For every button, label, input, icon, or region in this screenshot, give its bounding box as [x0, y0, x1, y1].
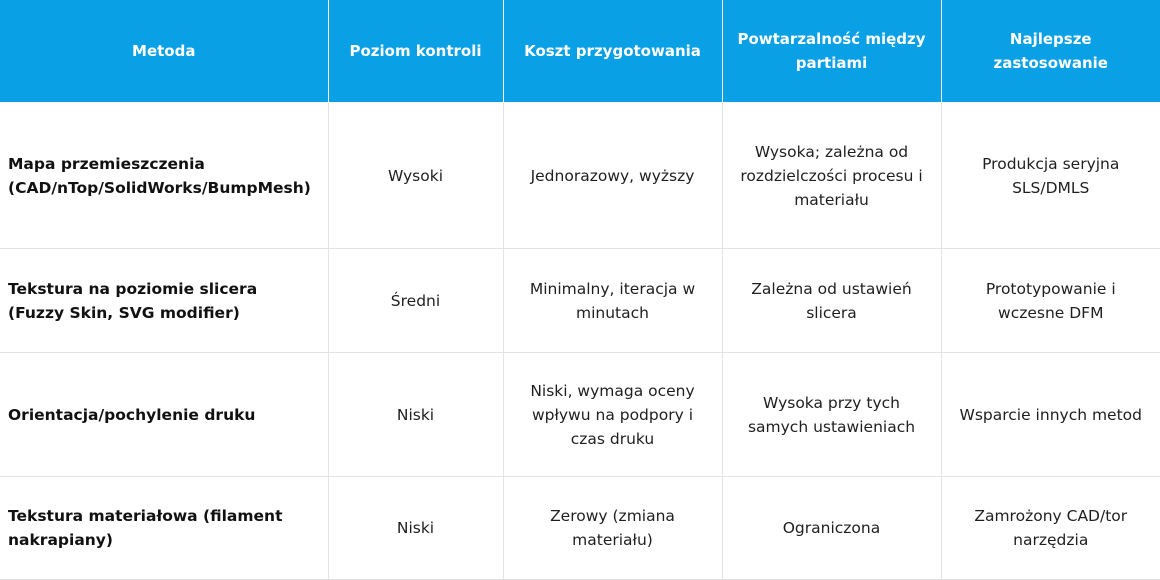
column-header-control-level: Poziom kontroli [328, 0, 503, 103]
column-header-method: Metoda [0, 0, 328, 103]
table-row [0, 249, 1160, 353]
setup-cost-cell: Zerowy (zmiana materiału) [503, 477, 722, 580]
column-header-best-use: Najlepsze zastosowanie [941, 0, 1160, 103]
control-level-cell: Niski [328, 353, 503, 477]
best-use-cell: Prototypowanie i wczesne DFM [941, 249, 1160, 353]
table-body [0, 103, 1160, 580]
repeatability-cell: Zależna od ustawień slicera [722, 249, 941, 353]
method-cell: Orientacja/pochylenie druku [0, 353, 328, 477]
best-use-cell: Produkcja seryjna SLS/DMLS [941, 103, 1160, 249]
repeatability-cell: Wysoka; zależna od rozdzielczości procesu i materiału [722, 103, 941, 249]
column-header-setup-cost: Koszt przygotowania [503, 0, 722, 103]
control-level-cell: Wysoki [328, 103, 503, 249]
table-row [0, 353, 1160, 477]
setup-cost-cell: Jednorazowy, wyższy [503, 103, 722, 249]
table-row [0, 477, 1160, 580]
method-cell: Tekstura na poziomie slicera (Fuzzy Skin, SVG modifier) [0, 249, 328, 353]
table-row [0, 103, 1160, 249]
header-row [0, 0, 1160, 103]
control-level-cell: Niski [328, 477, 503, 580]
setup-cost-cell: Minimalny, iteracja w minutach [503, 249, 722, 353]
setup-cost-cell: Niski, wymaga oceny wpływu na podpory i czas druku [503, 353, 722, 477]
best-use-cell: Wsparcie innych metod [941, 353, 1160, 477]
method-cell: Mapa przemieszczenia (CAD/nTop/SolidWorks/BumpMesh) [0, 103, 328, 249]
repeatability-cell: Wysoka przy tych samych ustawieniach [722, 353, 941, 477]
table-header [0, 0, 1160, 103]
control-level-cell: Średni [328, 249, 503, 353]
best-use-cell: Zamrożony CAD/tor narzędzia [941, 477, 1160, 580]
method-cell: Tekstura materiałowa (filament nakrapiany) [0, 477, 328, 580]
repeatability-cell: Ograniczona [722, 477, 941, 580]
column-header-batch-repeatability: Powtarzalność między partiami [722, 0, 941, 103]
